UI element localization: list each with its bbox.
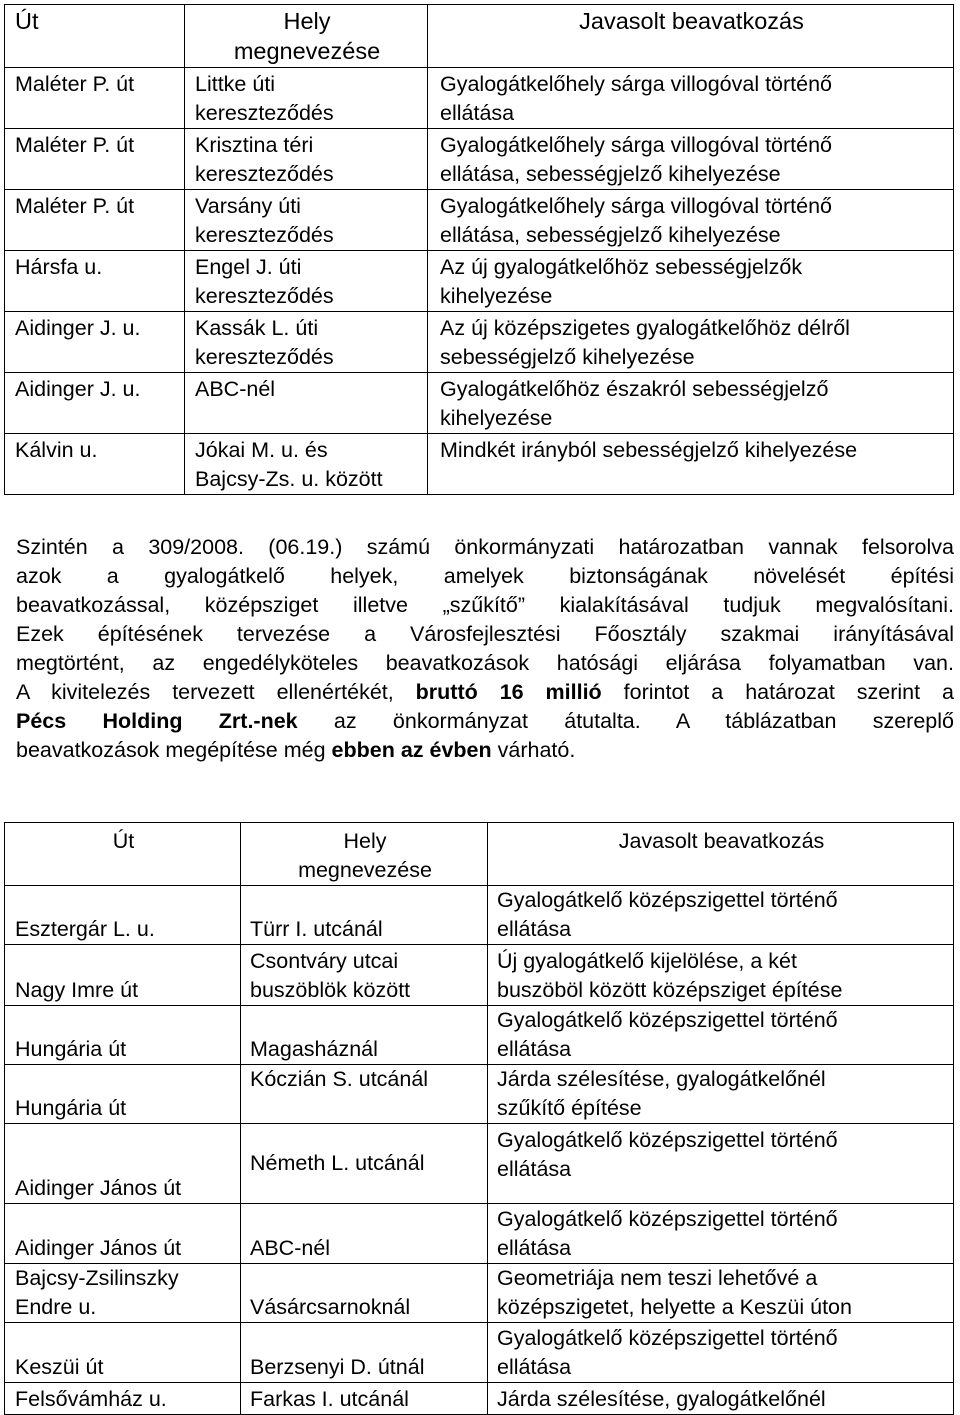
cell-hely: Engel J. úti kereszteződés xyxy=(185,251,428,312)
table-row xyxy=(5,1323,954,1383)
timeframe-highlight: ebben az évben xyxy=(331,738,492,762)
cell-hely: Littke úti kereszteződés xyxy=(185,68,428,129)
company-highlight: Pécs Holding Zrt.-nek xyxy=(16,709,298,733)
table-header-row xyxy=(5,5,954,68)
cell-javaslat: Gyalogátkelőhely sárga villogóval történő ellátása, sebességjelző kihelyezése xyxy=(428,190,954,251)
body-paragraph xyxy=(16,533,954,765)
cell-javaslat: Gyalogátkelőhely sárga villogóval történő ellátása xyxy=(428,68,954,129)
text-run: A kivitelezés tervezett ellenértékét, xyxy=(16,680,416,704)
cell-javaslat: Gyalogátkelő középszigettel történő ellátása xyxy=(488,886,954,945)
paragraph-line xyxy=(16,736,954,765)
paragraph-line xyxy=(16,678,954,707)
paragraph-line: megtörtént, az engedélyköteles beavatkozások hatósági eljárása folyamatban van. xyxy=(16,651,954,675)
table-row xyxy=(5,68,954,129)
header-javasolt: Javasolt beavatkozás xyxy=(488,823,954,886)
cell-hely: Krisztina téri kereszteződés xyxy=(185,129,428,190)
cell-hely: ABC-nél xyxy=(185,373,428,434)
cell-ut: Maléter P. út xyxy=(5,68,185,129)
table-row xyxy=(5,1264,954,1323)
cell-javaslat: Gyalogátkelő középszigettel történő ellátása xyxy=(488,1204,954,1264)
text-run: az önkormányzat átutalta. A táblázatban szereplő xyxy=(297,709,954,733)
cell-hely: Berzsenyi D. útnál xyxy=(241,1323,488,1383)
cell-ut: Aidinger János út xyxy=(5,1124,241,1204)
header-ut: Út xyxy=(5,5,185,68)
text-run: beavatkozások megépítése még xyxy=(16,738,332,762)
table-header-row xyxy=(5,823,954,886)
cell-ut: Hungária út xyxy=(5,1006,241,1065)
table-row xyxy=(5,434,954,495)
cell-javaslat: Gyalogátkelő középszigettel történő ellátása xyxy=(488,1323,954,1383)
cell-javaslat: Gyalogátkelőhöz északról sebességjelző kihelyezése xyxy=(428,373,954,434)
cell-javaslat: Járda szélesítése, gyalogátkelőnél xyxy=(488,1383,954,1415)
cell-hely: ABC-nél xyxy=(241,1204,488,1264)
table-row xyxy=(5,1124,954,1204)
cell-javaslat: Gyalogátkelő középszigettel történő ellátása xyxy=(488,1124,954,1204)
text-run: várható. xyxy=(491,738,576,762)
cell-ut: Bajcsy-Zsilinszky Endre u. xyxy=(5,1264,241,1323)
table-row xyxy=(5,1006,954,1065)
cell-ut: Felsővámház u. xyxy=(5,1383,241,1415)
header-hely: Hely megnevezése xyxy=(241,823,488,886)
cell-ut: Maléter P. út xyxy=(5,129,185,190)
cell-ut: Aidinger J. u. xyxy=(5,312,185,373)
header-javasolt: Javasolt beavatkozás xyxy=(428,5,954,68)
table-row xyxy=(5,312,954,373)
table-row xyxy=(5,251,954,312)
cell-javaslat: Geometriája nem teszi lehetővé a középszigetet, helyette a Keszüi úton xyxy=(488,1264,954,1323)
cell-hely: Magasháznál xyxy=(241,1006,488,1065)
cell-javaslat: Mindkét irányból sebességjelző kihelyezése xyxy=(428,434,954,495)
header-hely: Hely megnevezése xyxy=(185,5,428,68)
amount-highlight: bruttó 16 millió xyxy=(415,680,602,704)
header-ut: Út xyxy=(5,823,241,886)
cell-ut: Esztergár L. u. xyxy=(5,886,241,945)
paragraph-line: Ezek építésének tervezése a Városfejlesztési Főosztály szakmai irányításával xyxy=(16,622,954,646)
table-row xyxy=(5,945,954,1006)
table-row xyxy=(5,1065,954,1124)
cell-hely: Kassák L. úti kereszteződés xyxy=(185,312,428,373)
table-row xyxy=(5,190,954,251)
intervention-table-2 xyxy=(4,822,954,1415)
intervention-table-1 xyxy=(4,4,954,495)
cell-javaslat: Járda szélesítése, gyalogátkelőnél szűkítő építése xyxy=(488,1065,954,1124)
cell-ut: Keszüi út xyxy=(5,1323,241,1383)
cell-hely: Varsány úti kereszteződés xyxy=(185,190,428,251)
paragraph-line: azok a gyalogátkelő helyek, amelyek biztonságának növelését építési xyxy=(16,564,954,588)
cell-javaslat: Új gyalogátkelő kijelölése, a két buszöböl között középsziget építése xyxy=(488,945,954,1006)
cell-ut: Aidinger János út xyxy=(5,1204,241,1264)
paragraph-line: beavatkozással, középsziget illetve „szűkítő” kialakításával tudjuk megvalósítani. xyxy=(16,593,954,617)
cell-javaslat: Gyalogátkelőhely sárga villogóval történő ellátása, sebességjelző kihelyezése xyxy=(428,129,954,190)
cell-hely: Vásárcsarnoknál xyxy=(241,1264,488,1323)
cell-hely: Kóczián S. utcánál xyxy=(241,1065,488,1124)
table-row xyxy=(5,1383,954,1415)
cell-ut: Nagy Imre út xyxy=(5,945,241,1006)
cell-ut: Aidinger J. u. xyxy=(5,373,185,434)
cell-hely: Jókai M. u. és Bajcsy-Zs. u. között xyxy=(185,434,428,495)
cell-ut: Kálvin u. xyxy=(5,434,185,495)
cell-javaslat: Gyalogátkelő középszigettel történő ellátása xyxy=(488,1006,954,1065)
cell-javaslat: Az új gyalogátkelőhöz sebességjelzők kihelyezése xyxy=(428,251,954,312)
table-row xyxy=(5,373,954,434)
cell-hely: Németh L. utcánál xyxy=(241,1124,488,1204)
cell-hely: Csontváry utcai buszöblök között xyxy=(241,945,488,1006)
cell-hely: Türr I. utcánál xyxy=(241,886,488,945)
cell-javaslat: Az új középszigetes gyalogátkelőhöz délről sebességjelző kihelyezése xyxy=(428,312,954,373)
table-row xyxy=(5,886,954,945)
paragraph-line xyxy=(16,707,954,736)
text-run: forintot a határozat szerint a xyxy=(601,680,955,704)
cell-ut: Hársfa u. xyxy=(5,251,185,312)
cell-ut: Maléter P. út xyxy=(5,190,185,251)
paragraph-line: Szintén a 309/2008. (06.19.) számú önkormányzati határozatban vannak felsorolva xyxy=(16,535,954,559)
table-row xyxy=(5,1204,954,1264)
cell-hely: Farkas I. utcánál xyxy=(241,1383,488,1415)
cell-ut: Hungária út xyxy=(5,1065,241,1124)
table-row xyxy=(5,129,954,190)
